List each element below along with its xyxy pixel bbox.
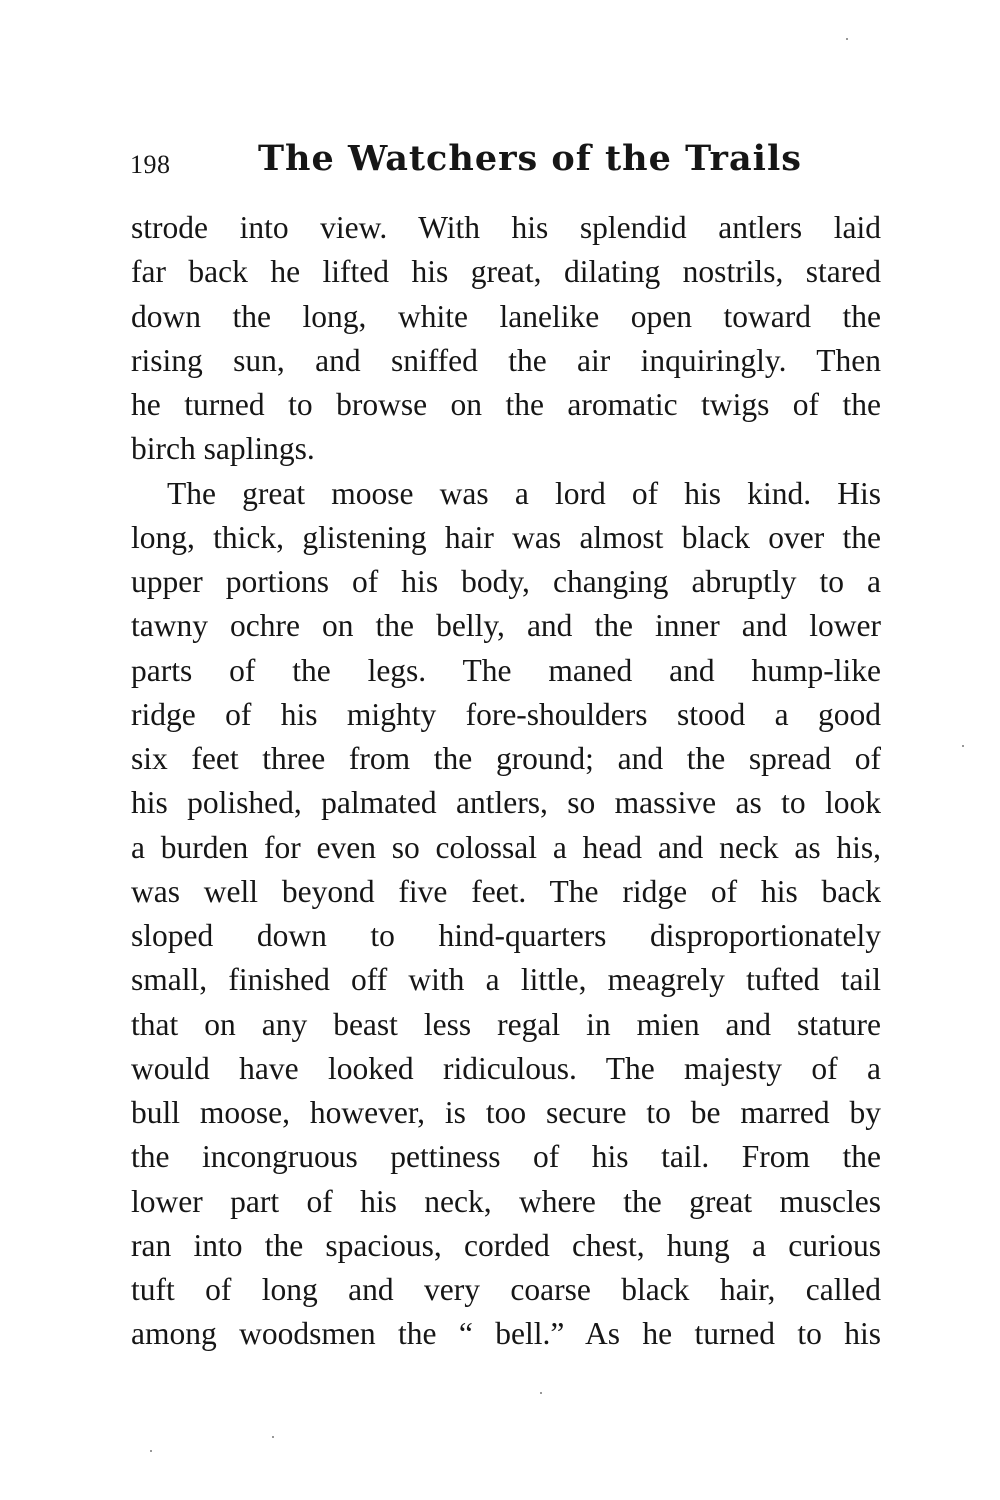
text-line: The great moose was a lord of his kind. His (167, 475, 881, 511)
text-line: he turned to browse on the aromatic twigs of the (131, 387, 881, 422)
scan-speck (272, 1436, 274, 1438)
text-line: the incongruous pettiness of his tail. From the (131, 1139, 881, 1175)
text-line: birch saplings. (131, 431, 315, 467)
text-line: upper portions of his body, changing abruptly to a (131, 564, 881, 599)
text-line: would have looked ridiculous. The majesty of a (131, 1050, 881, 1086)
text-line: long, thick, glistening hair was almost black over the (131, 519, 881, 555)
text-line: rising sun, and sniffed the air inquiringly. Then (131, 342, 881, 378)
text-line: a burden for even so colossal a head and neck as his, (131, 829, 881, 865)
text-line: small, finished off with a little, meagrely tufted tail (131, 962, 881, 998)
scan-speck (150, 1450, 152, 1452)
text-line: lower part of his neck, where the great muscles (131, 1183, 881, 1219)
text-line: ran into the spacious, corded chest, hung a curious (131, 1227, 881, 1263)
scan-speck (962, 745, 964, 747)
text-line: tuft of long and very coarse black hair, called (131, 1272, 881, 1307)
text-line: sloped down to hind-quarters disproportionately (131, 918, 881, 953)
scan-speck (846, 38, 848, 40)
body-text (131, 206, 881, 1357)
text-line: bull moose, however, is too secure to be marred by (131, 1095, 881, 1130)
text-line: that on any beast less regal in mien and stature (131, 1006, 881, 1042)
text-line: down the long, white lanelike open toward the (131, 298, 881, 334)
scan-speck (540, 1392, 542, 1394)
text-line: tawny ochre on the belly, and the inner and lower (131, 608, 881, 644)
text-line: parts of the legs. The maned and hump-like (131, 652, 881, 688)
text-line: six feet three from the ground; and the spread of (131, 741, 881, 776)
text-line: far back he lifted his great, dilating nostrils, stared (131, 254, 881, 290)
text-line: was well beyond five feet. The ridge of his back (131, 873, 881, 909)
page-number: 198 (130, 150, 171, 179)
text-line: his polished, palmated antlers, so massive as to look (131, 785, 881, 821)
text-line: among woodsmen the “ bell.” As he turned to his (131, 1316, 881, 1352)
page-header (130, 138, 890, 188)
text-line: strode into view. With his splendid antlers laid (131, 210, 881, 245)
running-title: The Watchers of the Trails (258, 138, 802, 179)
text-line: ridge of his mighty fore-shoulders stood a good (131, 696, 881, 732)
